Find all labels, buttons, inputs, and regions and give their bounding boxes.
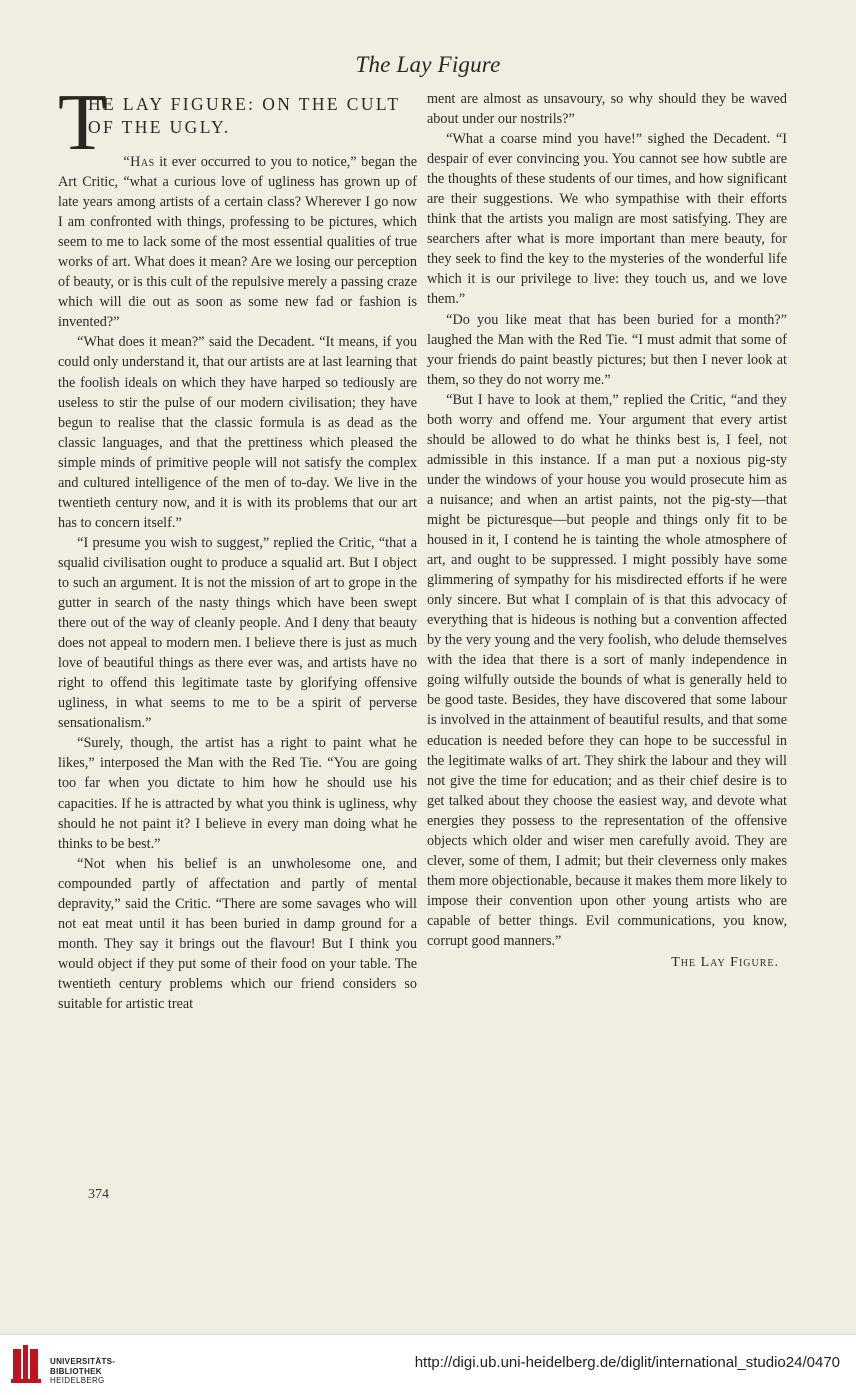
- headline-text: HE LAY FIGURE: ON THE CULT OF THE UGLY.: [88, 94, 401, 137]
- library-emblem-icon: [10, 1343, 42, 1385]
- library-name: [50, 1357, 115, 1386]
- logo-line: UNIVERSITÄTS-: [50, 1357, 116, 1366]
- logo-line: HEIDELBERG: [50, 1376, 105, 1385]
- paragraph: “Do you like meat that has been buried for a month?” laughed the Man with the Red Tie. “I must admit that some of your friends do paint beastly pictures; but then I never look at them, so they do not worry me.”: [427, 311, 787, 388]
- paragraph: “Surely, though, the artist has a right to paint what he likes,” interposed the Man with the Red Tie. “You are going too far when you dictate to him how he should use his capacities. If he is attracted by what you think is ugliness, why should he not paint it? I believe in every man doing what he thinks to be best.”: [58, 735, 417, 852]
- left-column: [58, 79, 417, 1014]
- logo-line: BIBLIOTHEK: [50, 1366, 102, 1376]
- running-head: The Lay Figure: [355, 52, 501, 77]
- drop-cap: T: [58, 79, 107, 167]
- paragraph: [58, 152, 417, 332]
- paragraph: “What a coarse mind you have!” sighed the Decadent. “I despair of ever convincing you. You cannot see how subtle are the thoughts of these students of our times, and how significant are their suggestions. We who sympathise with their efforts think that the artists you malign are most satisfying. They are searchers after what is more important than mere beauty, for they seek to find the key to the mysteries of the wonderful life which it is our privilege to live: they touch us, and we love them.”: [427, 131, 787, 308]
- paragraph: “But I have to look at them,” replied the Critic, “and they both worry and offend me. Your argument that every artist should be allowed to do what he thinks best is, I feel, not admissible in this instance. If a man put a noxious pig-sty under the windows of your house you would prosecute him as a nuisance; and when an artist paints, not the pig-sty—that might be picturesque—but people and things only fit to be housed in it, I contend he is tainting the whole atmosphere of art, and ought to be suppressed. I might possibly have some glimmering of sympathy for his misdirected efforts if he were only sincere. But what I complain of is that this advocacy of everything that is hideous is nothing but a convention affected by the very young and the very foolish, who delude themselves with the idea that there is a sort of manly independence in going wilfully outside the bounds of what is generally held to be good taste. Besides, they have discovered that some labour is involved in the attainment of beautiful results, and that some education is needed before they can hope to be successful in the legitimate walks of art. They shirk the labour and they will not give the time for education; and as their chief desire is to get talked about they choose the easiest way, and devote what energies they possess to the representation of the offensive objects which older and wiser men carefully avoid. They are clever, some of them, I admit; but their cleverness only makes them more objectionable, because it makes them more likely to impose their convention upon other young artists who are capable of better things. Evil communications, you know, corrupt good manners.”: [427, 391, 787, 949]
- paragraph: “Not when his belief is an unwholesome one, and compounded partly of affectation and partly of mental depravity,” said the Critic. “There are some savages who will not eat meat until it has been buried in damp ground for a month. They say it brings out the flavour! But I think you would object if they put some of their food on your table. The twentieth century problems which our friend considers so suitable for artistic treat: [58, 855, 417, 1012]
- paragraph-text: it ever occurred to you to notice,” began the Art Critic, “what a curious love of ugliness has grown up of late years among artists of a certain class? Wherever I go now I am confronted with things, professing to be pictures, which seem to me to lack some of the most essential qualities of true works of art. What does it mean? Are we losing our perception of beauty, or is this cult of the repulsive merely a passing craze which will die out as soon as some new fad or fashion is invented?”: [58, 154, 417, 331]
- signature: The Lay Figure.: [671, 955, 779, 971]
- source-url-link[interactable]: http://digi.ub.uni-heidelberg.de/diglit/international_studio24/0470: [414, 1354, 840, 1371]
- lead-in: “Has: [123, 154, 155, 170]
- paragraph: “I presume you wish to suggest,” replied the Critic, “that a squalid civilisation ought to produce a squalid art. But I object to such an argument. It is not the mission of art to grope in the gutter in search of the nasty things which have been swept there out of the way of cleanly people. And I deny that beauty does not appeal to modern men. I believe there is just as much love of beautiful things as there ever was, and artists have no right to offend this legitimate taste by glorifying offensive ugliness, in what seems to me to be a spirit of perverse sensationalism.”: [58, 534, 417, 732]
- footer-bar: [0, 1334, 856, 1395]
- library-logo[interactable]: [10, 1343, 170, 1387]
- paragraph-continuation: ment are almost as unsavoury, so why should they be waved about under our nostrils?”: [427, 91, 787, 128]
- page-number: 374: [88, 1187, 109, 1202]
- right-column: [427, 89, 787, 973]
- paragraph: “What does it mean?” said the Decadent. “It means, if you could only understand it, that our artists are at last learning that the foolish ideals on which they have harped so tediously are useless to stir the pulse of our modern civilisation; they have begun to realise that the classic formula is as dead as the classic languages, and that the prettiness which pleased the simple minds of primitive people will not satisfy the complex and cultured intelligence of the men of to-day. We live in the twentieth century now, and it is with its problems that our art has to concern itself.”: [58, 334, 417, 531]
